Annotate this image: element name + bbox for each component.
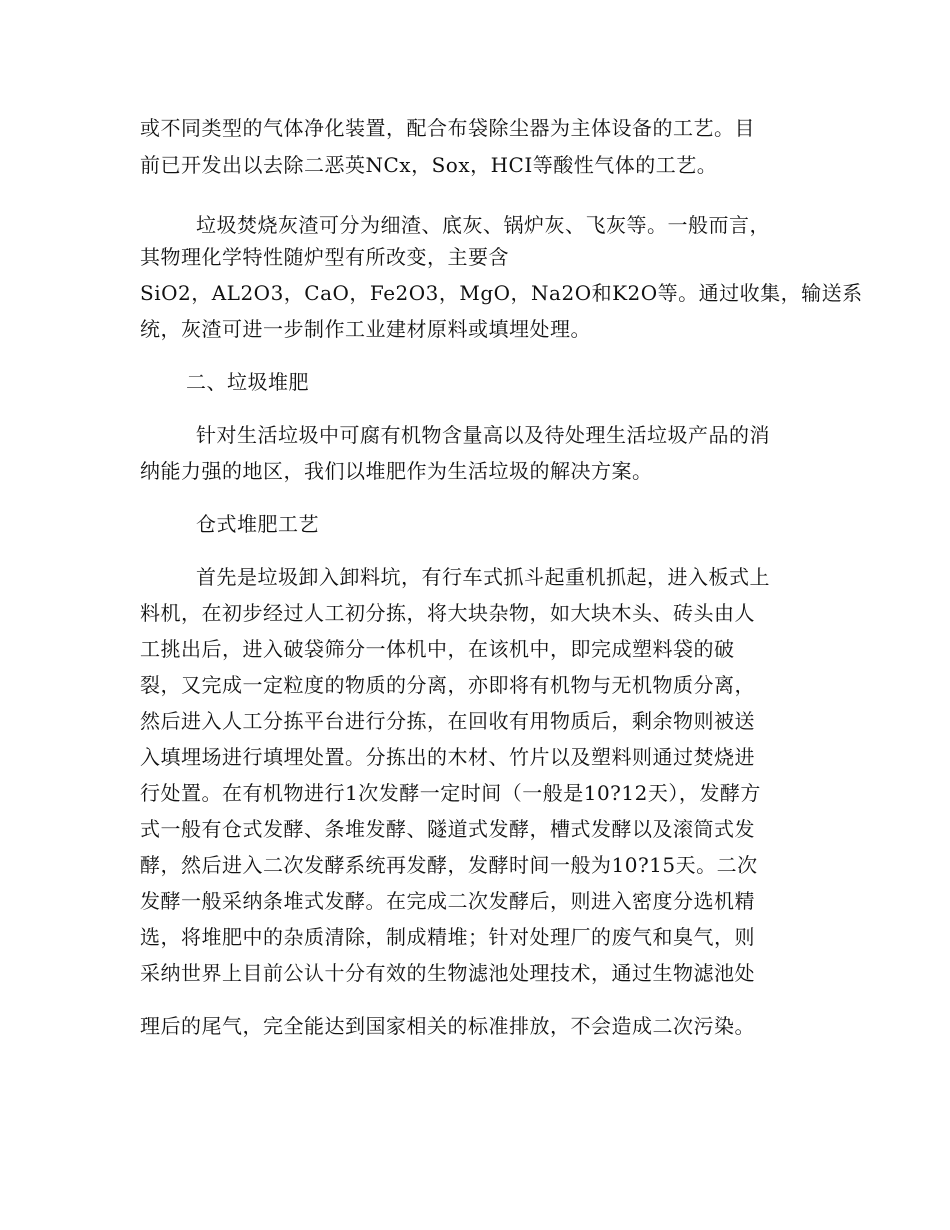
text-line: 式一般有仓式发酵、条堆发酵、隧道式发酵，槽式发酵以及滚筒式发 [140, 817, 755, 841]
text-line: 然后进入人工分拣平台进行分拣，在回收有用物质后，剩余物则被送 [140, 709, 755, 733]
text-line: 酵，然后进入二次发酵系统再发酵，发酵时间一般为10?15天。二次 [140, 853, 758, 877]
text-line: 前已开发出以去除二恶英NCx，Sox，HCI等酸性气体的工艺。 [140, 153, 718, 177]
text-line: 纳能力强的地区，我们以堆肥作为生活垃圾的解决方案。 [140, 459, 653, 483]
text-line: 选，将堆肥中的杂质清除，制成精堆；针对处理厂的废气和臭气，则 [140, 925, 755, 949]
text-line: 理后的尾气，完全能达到国家相关的标准排放，不会造成二次污染。 [140, 1014, 755, 1038]
text-line: SiO2，AL2O3，CaO，Fe2O3，MgO，Na2O和K2O等。通过收集，输送系 [140, 281, 863, 305]
text-line: 其物理化学特性随炉型有所改变，主要含 [140, 245, 509, 269]
text-line: 首先是垃圾卸入卸料坑，有行车式抓斗起重机抓起，进入板式上 [196, 565, 770, 589]
text-line: 或不同类型的气体净化装置，配合布袋除尘器为主体设备的工艺。目 [140, 116, 755, 140]
text-line: 行处置。在有机物进行1次发酵一定时间（一般是10?12天），发酵方 [140, 781, 761, 805]
text-line: 裂，又完成一定粒度的物质的分离，亦即将有机物与无机物质分离， [140, 673, 755, 697]
text-line: 工挑出后，进入破袋筛分一体机中，在该机中，即完成塑料袋的破 [140, 637, 735, 661]
text-line: 统，灰渣可进一步制作工业建材原料或填埋处理。 [140, 317, 591, 341]
text-line: 料机，在初步经过人工初分拣，将大块杂物，如大块木头、砖头由人 [140, 601, 755, 625]
subsection-heading: 仓式堆肥工艺 [196, 512, 319, 536]
text-line: 针对生活垃圾中可腐有机物含量高以及待处理生活垃圾产品的消 [196, 423, 770, 447]
section-heading: 二、垃圾堆肥 [186, 370, 309, 394]
text-line: 采纳世界上目前公认十分有效的生物滤池处理技术，通过生物滤池处 [140, 961, 755, 985]
text-line: 发酵一般采纳条堆式发酵。在完成二次发酵后，则进入密度分选机精 [140, 889, 755, 913]
text-line: 入填埋场进行填埋处置。分拣出的木材、竹片以及塑料则通过焚烧进 [140, 745, 755, 769]
text-line: 垃圾焚烧灰渣可分为细渣、底灰、锅炉灰、飞灰等。一般而言， [196, 213, 770, 237]
